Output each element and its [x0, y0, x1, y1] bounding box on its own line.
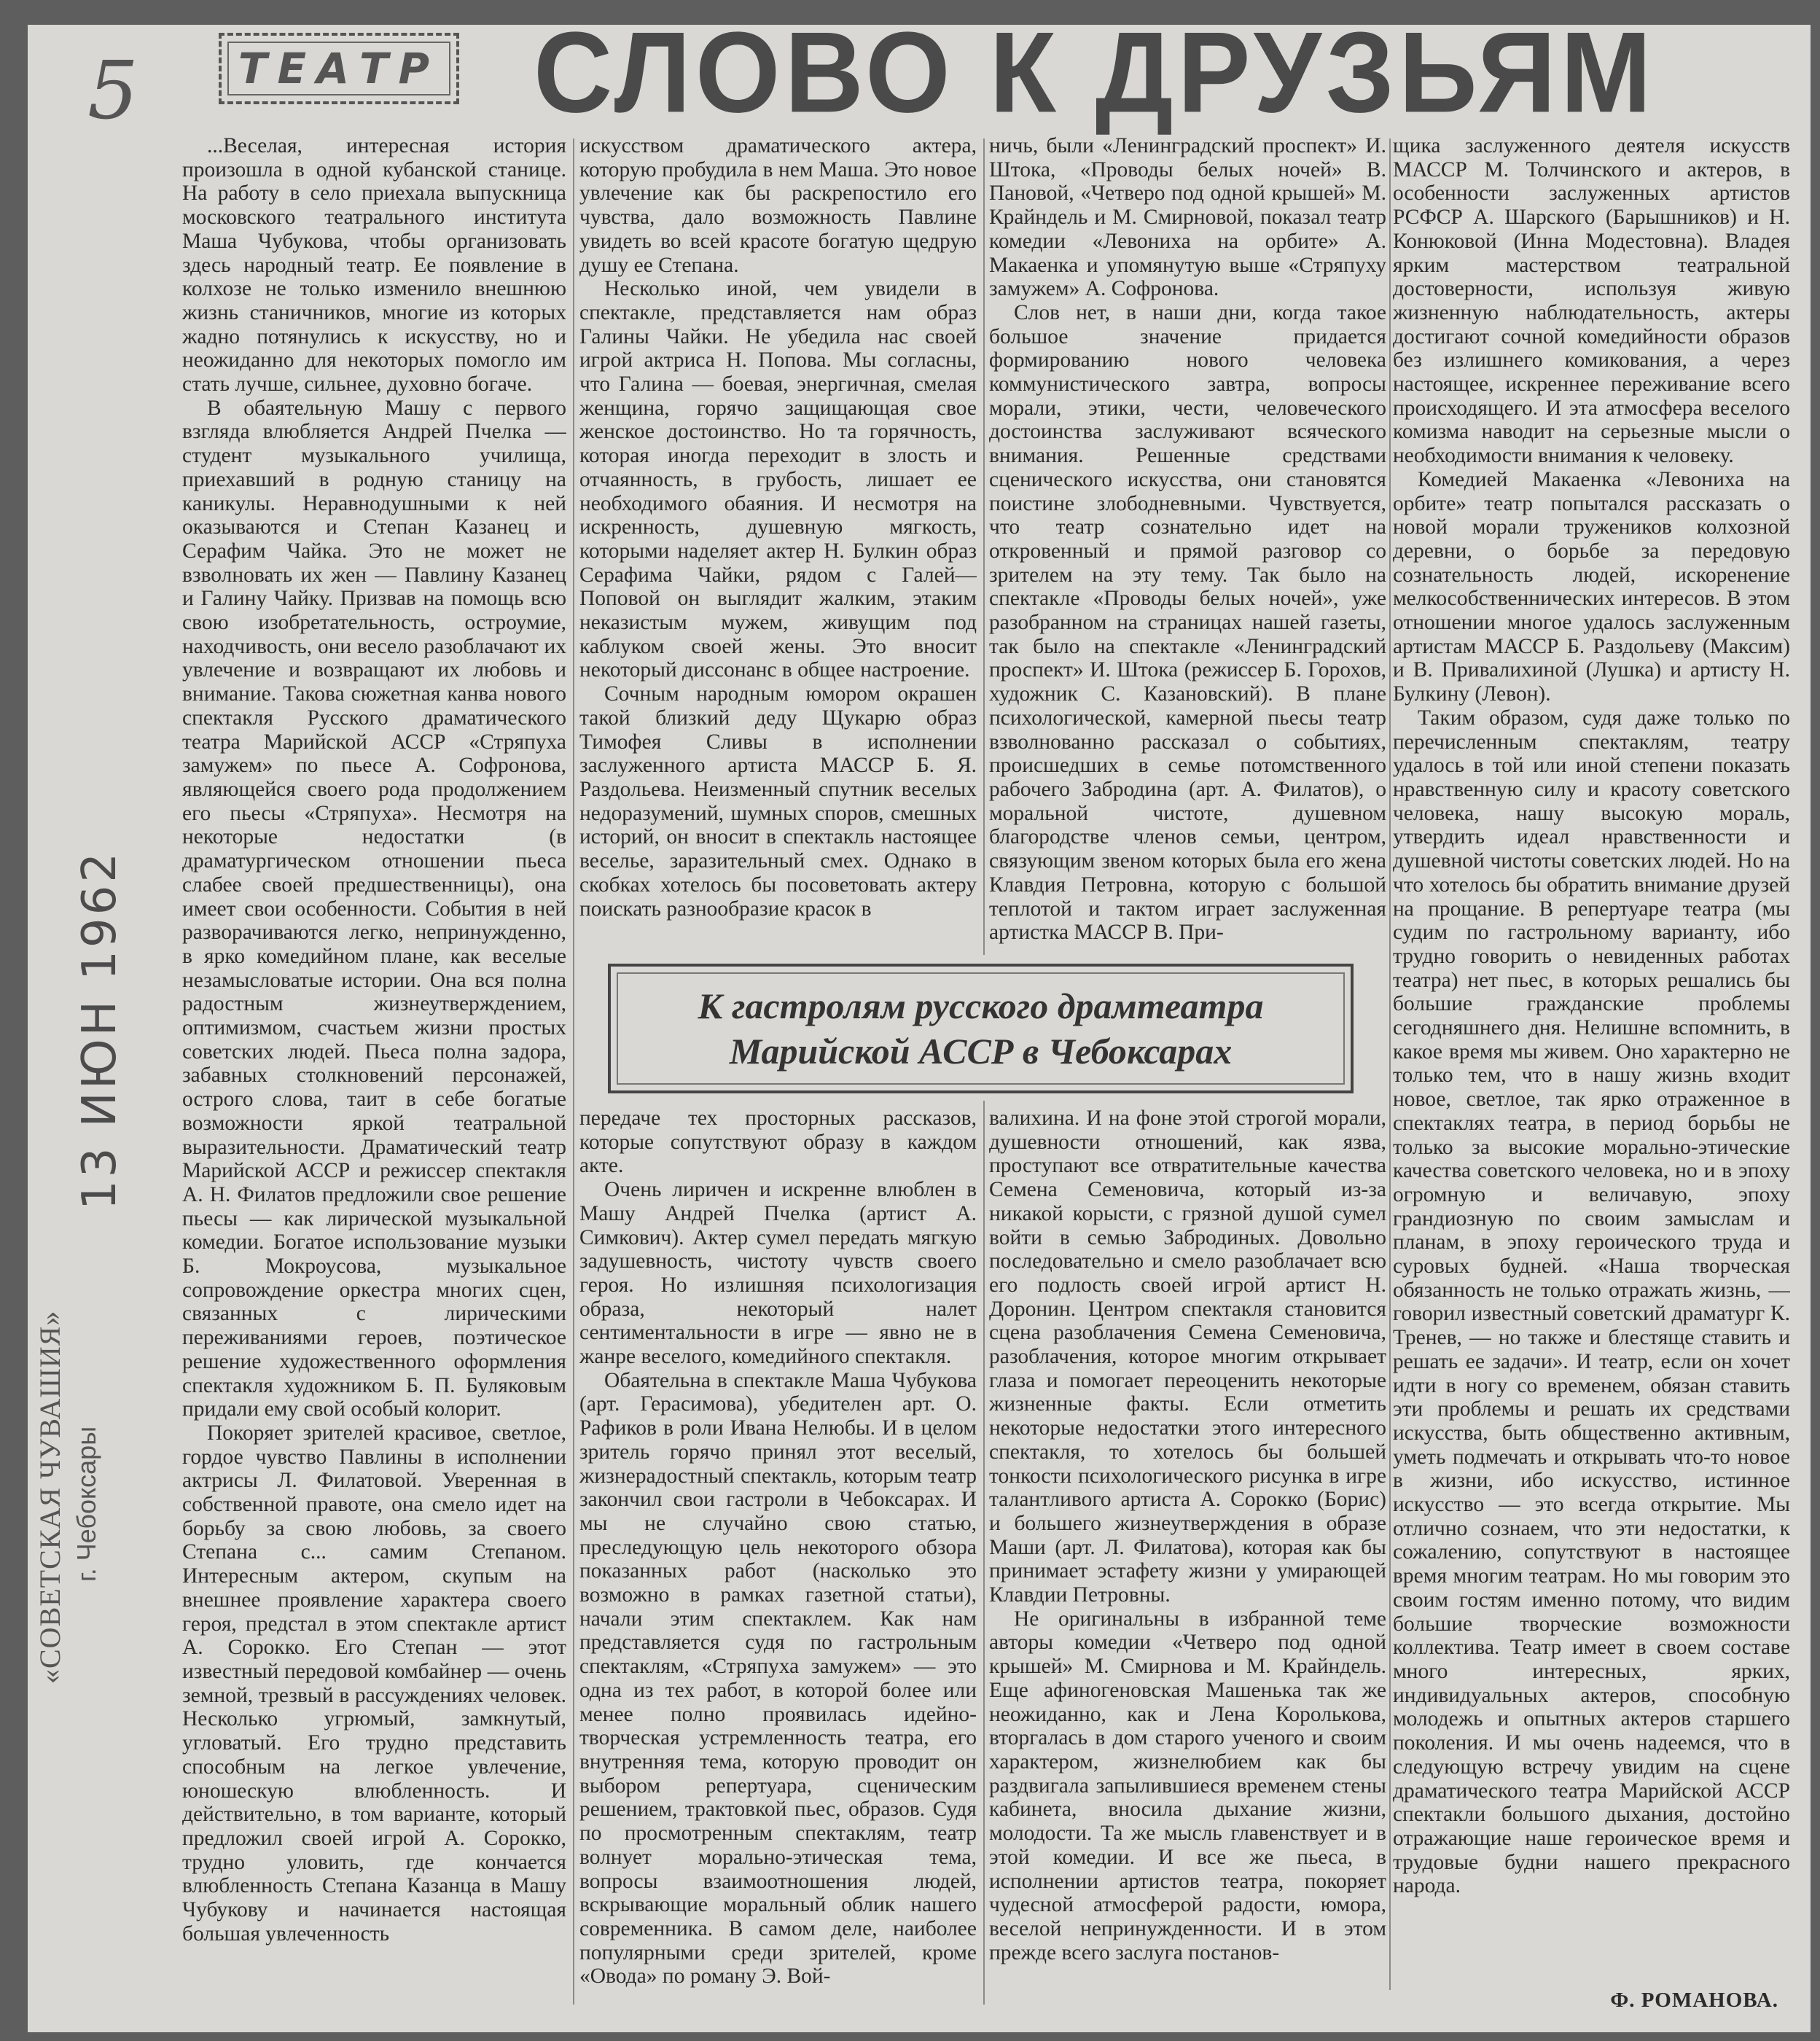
subhead-line-2: Марийской АССР в Чебоксарах: [729, 1031, 1233, 1072]
column-4: [1393, 134, 1790, 1982]
paragraph: Обаятельна в спектакле Маша Чубукова (арт. Герасимова), убедителен арт. О. Рафиков в роли Ивана Нелюбы. И в целом зритель горячо принял этот веселый, жизнерадостный спектакль, которым театр закончил свои гастроли в Чебоксарах. И мы не случайно свою статью, преследующую цель некоторого обзора показанных работ (насколько это возможно в рамках газетной статьи), начали этим спектаклем. Как нам представляется судя по гастрольным спектаклям, «Стряпуха замужем» — это одна из тех работ, в которой более или менее полно проявилась идейно-творческая устремленность театра, его внутренняя тема, которую проводит он выбором репертуара, сценическим решением, трактовкой пьес, образов. Судя по просмотренным спектаклям, театр волнует морально-этическая тема, вопросы взаимоотношения людей, вскрывающие моральный облик нашего современника. В самом деле, наиболее популярными среди зрителей, кроме «Овода» по роману Э. Вой-: [579, 1368, 977, 1989]
paragraph: Сочным народным юмором окрашен такой близкий деду Щукарю образ Тимофея Сливы в исполнении заслуженного артиста МАССР Б. Я. Раздольева. Неизменный спутник веселых недоразумений, шумных споров, смешных историй, он вносит в спектакль настоящее веселье, заразительный смех. Однако в скобках хотелось бы посоветовать актеру поискать разнообразие красок в: [579, 682, 977, 921]
paragraph: Очень лиричен и искренне влюблен в Машу Андрей Пчелка (артист А. Симкович). Актер сумел передать мягкую задушевность, чистоту чувств своего героя. Но излишняя психологизация образа, некоторый налет сентиментальности в игре — явно не в жанре веселого, комедийного спектакля.: [579, 1178, 977, 1369]
date-stamp: 13 ИЮН 1962: [73, 849, 127, 1210]
paragraph: Комедией Макаенка «Левониха на орбите» театр попытался рассказать о новой морали тружеников колхозной деревни, о борьбе за передовую сознательность людей, искоренение мелкособственнических интересов. В этом отношении многое удалось заслуженным артистам МАССР Б. Раздольеву (Максим) и В. Привалихиной (Лушка) и артисту Н. Булкину (Левон).: [1393, 467, 1790, 706]
subhead-line-1: К гастролям русского драмтеатра: [698, 986, 1264, 1026]
column-rule: [573, 138, 574, 2005]
paragraph: искусством драматического актера, которую пробудила в нем Маша. Это новое увлечение как бы раскрепостило его чувства, дало возможность Павлине увидеть во всей красоте богатую щедрую душу ее Степана.: [579, 134, 977, 277]
rubric-inner-frame: [227, 42, 450, 95]
paragraph: щика заслуженного деятеля искусств МАССР М. Толчинского и актеров, в особенности заслуженных артистов РСФСР А. Шарского (Барышников) и Н. Конюковой (Инна Модестовна). Владея ярким мастерством театральной достоверности, используя живую жизненную наблюдательность, актеры достигают сочной комедийности образов без излишнего комикования, а через настоящее, искреннее переживание всего происходящего. И эта атмосфера веселого комизма наводит на серьезные мысли о необходимости внимания к человеку.: [1393, 134, 1790, 468]
newspaper-source: «СОВЕТСКАЯ ЧУВАШИЯ»: [34, 1310, 66, 1684]
paragraph: Покоряет зрителей красивое, светлое, гордое чувство Павлины в исполнении актрисы Л. Филатовой. Уверенная в собственной правоте, она смело идет на борьбу за свою любовь, за своего Степана с... самим Степаном. Интересным актером, скупым на внешнее проявление характера своего героя, предстал в этом спектакле артист А. Сорокко. Его Степан — этот известный передовой комбайнер — очень земной, трезвый в рассуждениях человек. Несколько угрюмый, замкнутый, угловатый. Его трудно представить способным на легкое увлечение, юношескую влюбленность. И действительно, в том варианте, который предложил своей игрой А. Сорокко, трудно уловить, где кончается влюбленность Степана Казанца в Машу Чубукову и начинается настоящая большая увлеченность: [182, 1421, 566, 1946]
paragraph: Таким образом, судя даже только по перечисленным спектаклям, театру удалось в той или иной степени показать нравственную силу и красоту советского человека, нашу высокую мораль, утвердить идеал нравственности и душевной чистоты советских людей. Но на что хотелось бы обратить внимание друзей на прощание. В репертуаре театра (мы судим по гастрольному варианту, ибо трудно говорить о невиденных работах театра) нет пьес, в которых решались бы большие гражданские проблемы сегодняшнего дня. Нелишне вспомнить, в какое время мы живем. Оно характерно не только тем, что в нашу жизнь входит новое, светлое, так ярко отраженное в спектаклях театра, в период борьбы не только за высокие морально-этические качества советского человека, но и в эпоху огромную и величавую, эпоху грандиозную по своим замыслам и планам, в эпоху героического труда и суровых будней. «Наша творческая обязанность не только отражать жизнь, — говорил известный советский драматург К. Тренев, — но также и блестяще ставить и решать ее задачи». И театр, если он хочет идти в ногу со временем, обязан ставить эти проблемы и решать их средствами искусства, быть общественно активным, уметь подмечать и открывать что-то новое в жизни, ибо искусство, истинное искусство — это всегда открытие. Мы отлично сознаем, что эти недостатки, к сожалению, сопутствуют в настоящее время многим театрам. Но мы говорим это своим гостям именно потому, что видим большие творческие возможности коллектива. Театр имеет в своем составе много интересных, ярких, индивидуальных актеров, способную молодежь и опытных актеров старшего поколения. И мы очень надеемся, что в следующую встречу увидим на сцене драматического театра Марийской АССР спектакли большого дыхания, достойно отражающие наше героическое время и трудовые будни нашего прекрасного народа.: [1393, 706, 1790, 1898]
column-2-bottom: [579, 1107, 977, 2014]
column-3-bottom: [989, 1107, 1386, 2014]
subhead-box: [608, 964, 1354, 1093]
paragraph: Не оригинальны в избранной теме авторы комедии «Четверо под одной крышей» М. Смирнова и М. Крайндель. Еще афиногеновская Машенька так же неожиданно, как и Лена Королькова, вторгалась в дом старого ученого и своим характером, жизнелюбием как бы раздвигала запылившиеся временем стены кабинета, вносила дыхание жизни, молодости. Та же мысль главенствует и в этой комедии. И все же пьеса, в исполнении артистов театра, покоряет чудесной атмосферой радости, юмора, веселой непринужденности. И в этом прежде всего заслуга постанов-: [989, 1607, 1386, 1964]
rubric-label: ТЕАТР: [238, 44, 440, 93]
article-title: СЛОВО К ДРУЗЬЯМ: [534, 7, 1656, 136]
column-rule: [983, 138, 985, 955]
handwritten-number: 5: [87, 44, 138, 137]
paragraph: передаче тех просторных рассказов, которые сопутствуют образу в каждом акте.: [579, 1107, 977, 1178]
paragraph: Слов нет, в наши дни, когда такое большое значение придается формированию нового человека коммунистического завтра, вопросы морали, этики, чести, человеческого достоинства заслуживают всяческого внимания. Решенные средствами сценического искусства, они становятся поистине злободневными. Чувствуется, что театр сознательно идет на откровенный и прямой разговор со зрителем на эту тему. Так было на спектакле «Проводы белых ночей», уже разобранном на страницах нашей газеты, так было на спектакле «Ленинградский проспект» И. Штока (режиссер Б. Горохов, художник С. Казановский). В плане психологической, камерной пьесы театр взволнованно рассказал о событиях, происшедших в семье потомственного рабочего Забродина (арт. А. Филатов), о моральной чистоте, душевном благородстве членов семьи, центром, связующим звеном которых была его жена Клавдия Петровна, которую с большой теплотой и тактом играет заслуженная артистка МАССР В. При-: [989, 300, 1386, 945]
paragraph: В обаятельную Машу с первого взгляда влюбляется Андрей Пчелка — студент музыкального училища, приехавший в родную станицу на каникулы. Неравнодушными к ней оказываются и Степан Казанец и Серафим Чайка. Это не может не взволновать их жен — Павлину Казанец и Галину Чайку. Призвав на помощь всю свою изобретательность, остроумие, находчивость, они весело разоблачают их увлечение и возвращают их любовь и внимание. Такова сюжетная канва нового спектакля Русского драматического театра Марийской АССР «Стряпуха замужем» по пьесе А. Софронова, являющейся своего рода продолжением его пьесы «Стряпуха». Несмотря на некоторые недостатки (в драматургическом отношении пьеса слабее своей предшественницы), она имеет свои особенности. События в ней разворачиваются легко, непринужденно, в ярко комедийном плане, как веселые незамысловатые истории. Она вся полна радостным жизнеутверждением, оптимизмом, счастьем жизни простых советских людей. Пьеса полна задора, забавных столкновений персонажей, острого слова, таит в себе богатые возможности яркой театральной выразительности. Драматический театр Марийской АССР и режиссер спектакля А. Н. Филатов предложили свое решение пьесы — как лирической музыкальной комедии. Богатое использование музыки Б. Мокроусова, музыкальное сопровождение оркестра многих сцен, связанных с лирическими переживаниями героев, поэтическое решение художественного оформления спектакля художником Б. П. Буляковым придали ему свой особый колорит.: [182, 396, 566, 1421]
paragraph: валихина. И на фоне этой строгой морали, душевности отношений, как язва, проступают все отвратительные качества Семена Семеновича, который из-за никакой корысти, с грязной душой сумел войти в семью Забродиных. Довольно последовательно и смело разоблачает всю его подлость своей игрой артист Н. Доронин. Центром спектакля становится сцена разоблачения Семена Семеновича, разоблачения, которое многим открывает глаза и помогает переоценить некоторые жизненные факты. Если отметить некоторые недостатки этого интересного спектакля, то хотелось бы большей тонкости психологического рисунка в игре талантливого артиста А. Сорокко (Борис) и большего жизнеутверждения в образе Маши (арт. Л. Филатова), которая как бы принимает эстафету жизни у умирающей Клавдии Петровны.: [989, 1107, 1386, 1607]
column-1: [182, 134, 566, 2015]
column-rule: [983, 1101, 985, 2005]
paragraph: Несколько иной, чем увидели в спектакле, представляется нам образ Галины Чайки. Не убедила нас своей игрой актриса Н. Попова. Мы согласны, что Галина — боевая, энергичная, смелая женщина, горячо защищающая свое женское достоинство. Но та горячность, которая иногда переходит в злость и отчаянность, в грубость, лишает ее необходимого обаяния. И несмотря на искренность, душевную мягкость, которыми наделяет актер Н. Булкин образ Серафима Чайки, рядом с Галей—Поповой он выглядит жалким, этаким неказистым мужем, живущим под каблуком своей жены. Это вносит некоторый диссонанс в общее настроение.: [579, 277, 977, 682]
column-3-top: [989, 134, 1386, 951]
column-rule: [1389, 138, 1391, 1990]
newspaper-city: г. Чебоксары: [71, 1426, 101, 1582]
paragraph: ...Веселая, интересная история произошла в одной кубанской станице. На работу в село приехала выпускница московского театрального института Маша Чубукова, чтобы организовать здесь народный театр. Ее появление в колхозе не только изменило внешнюю жизнь станичников, многие из которых жадно потянулись к искусству, но и неожиданно для некоторых помогло им стать лучше, сильнее, духовно богаче.: [182, 134, 566, 397]
author-signature: Ф. РОМАНОВА.: [1610, 1989, 1778, 2012]
paragraph: ничь, были «Ленинградский проспект» И. Штока, «Проводы белых ночей» В. Пановой, «Четверо под одной крышей» М. Крайндель и М. Смирновой, показал театр комедии «Левониха на орбите» А. Макаенка и упомянутую выше «Стряпуху замужем» А. Софронова.: [989, 134, 1386, 301]
rubric-box: [219, 33, 459, 104]
column-2-top: [579, 134, 977, 951]
